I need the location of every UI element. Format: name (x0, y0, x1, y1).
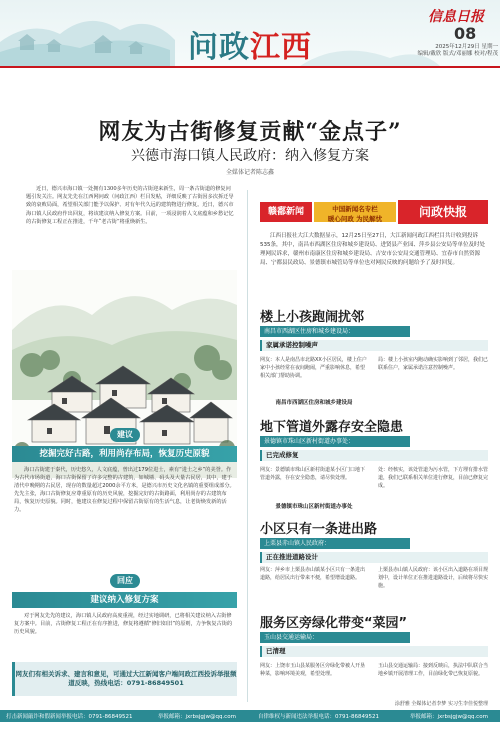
award-tag-top: 中国新闻名专栏 (332, 205, 378, 213)
reply-label: 回应 (110, 574, 140, 588)
footer-right-phone: 自律维权与新闻违法举报电话：0791-86849521 (258, 714, 379, 720)
intro-paragraph: 近日，德兴市海口镇一处拥有1300多年历史的古街迎来新生，周一条古街道的修复问题引发关注。网友先先在江西网问政（问政江西）栏目发帖，详细反映了古街因多次拆迁导致的衰败局面，希望相关部门能予以保护、对有年代久远的建筑物进行修复。近日，德兴市海口镇人民政府作出回复，将该建议纳入修复方案。目前，一项浸润着人文底蕴和乡愁记忆的古街修复工程正在推进，千年“老古街”将重焕新生。 (26, 186, 234, 225)
masthead (0, 0, 500, 66)
item1-status: 家属承诺控制噪声 (260, 340, 488, 351)
column-title (188, 22, 312, 66)
item1-source: 南昌市西湖区住房和城乡建设局： (260, 326, 410, 337)
editor-note: 涂舒雅 全媒体记者李梦 实习生李佳悦整理 (394, 701, 488, 707)
item4-answer: 玉山县交通运输局：接到反映后，执法中队联合当地乡镇开展清理工作，目前绿化带已恢复原貌。 (378, 663, 488, 677)
column-divider (247, 190, 248, 702)
issue-date: 2025年12月29日 星期一 (435, 44, 498, 50)
item4-source: 玉山县交通运输局： (260, 632, 410, 643)
reporter-byline: 全媒体记者陈志鑫 (225, 169, 274, 176)
item1-question: 网友：本人是南昌市北路XX小区居民，楼上住户家中小孩经常在夜间跑闹，严重影响休息，希望相关部门帮助协调。 (260, 357, 367, 379)
item4-status: 已清理 (260, 646, 488, 657)
brand-tag: 赣鄱新闻 (260, 202, 312, 222)
headline: 网友为古街修复贡献“金点子” (98, 119, 402, 145)
reply-body: 对于网友先先的建议，海口镇人民政府高度重视，经过实地调研，已将相关建议纳入古街修复方案中。目前，古街修复工程正在有序推进，修复将遵循“修旧如旧”的原则，力争恢复古街的历史风貌。 (14, 613, 233, 635)
quick-report-tag: 问政快报 (398, 200, 488, 224)
item2-question: 网友：景德镇市珠山区新村街道某小区门口地下管道外露，存在安全隐患，请尽快处理。 (260, 467, 366, 481)
column-title-city: 江西 (250, 30, 312, 65)
subheadline: 兴德市海口镇人民政府：纳入修复方案 (131, 148, 369, 164)
item3-answer: 上栗县赤山镇人民政府：该小区出入道路在项目规划中，设计单位正在推进道路设计，后续将尽快实施。 (378, 567, 488, 589)
item2-title: 地下管道外露存安全隐患 (260, 420, 404, 435)
masthead-divider (0, 66, 500, 68)
footer-right-email: 举报邮箱：jxrbsjgjw@qq.com (410, 714, 488, 720)
footer-left-phone: 打击新闻敲诈和假新闻举报电话：0791-86849521 (6, 714, 133, 720)
item3-question: 网友：萍乡市上栗县赤山镇某小区只有一条进出道路，给居民出行带来不便，希望增设道路。 (260, 567, 366, 581)
award-tag-bottom: 暖心问政 为民解忧 (327, 215, 383, 223)
call-to-action: 网友们有相关诉求、建言和意见，可通过大江新闻客户端问政江西投诉举报频道反映，热线电话：0791-86849501 (12, 662, 237, 696)
suggestion-banner: 挖掘完好古路，利用尚存布局，恢复历史原貌 (12, 446, 237, 462)
item4-question: 网友：上饶市玉山县某服务区旁绿化带被人开垦种菜，影响环境美观，希望处理。 (260, 663, 366, 677)
column-title-prefix: 问政 (188, 30, 250, 65)
item2-caption: 景德镇市珠山区新村街道办事处 (275, 504, 353, 510)
paper-name: 信息日报 (428, 9, 484, 25)
suggestion-label: 建议 (110, 428, 140, 442)
item1-title: 楼上小孩跑闹扰邻 (260, 310, 365, 325)
item3-source: 上栗县赤山镇人民政府： (260, 538, 410, 549)
news-summary: 江西日报社大江大数据显示，12月25日至27日，大江新闻问政江西栏目共计收到投诉535条，其中，南昌市西湖区住房和城乡建设局、进贤县产业园、萍乡县公安局等单位及时处理网民诉求，赣州市南康区住房和城乡建设局、吉安市公安局交通管理局、宜春市自然资源局、宁都县民政局、景德镇市城管局等单位也对网民反映的问题给予了及时回复。 (260, 233, 486, 266)
item4-title: 服务区旁绿化带变“菜园” (260, 616, 408, 631)
item3-title: 小区只有一条进出路 (260, 522, 378, 537)
editor-credits: 编辑/戴欣 版式/邓丽娜 校对/程茂 (417, 51, 498, 57)
reply-banner: 建议纳入修复方案 (12, 592, 237, 608)
item1-caption: 南昌市西湖区住房和城乡建设局 (275, 400, 353, 406)
award-tag (314, 202, 396, 222)
dateline (400, 44, 498, 58)
item2-answer: 处：经核实，该处管道为污水管，下方埋有排水管道，我们已联系相关单位进行修复，目前已修复完成。 (378, 467, 488, 489)
item2-source: 景德镇市珠山区新村街道办事处： (260, 436, 410, 447)
page-number: 08 (454, 24, 477, 43)
item2-status: 已完成修复 (260, 450, 488, 461)
item3-status: 正在推进道路设计 (260, 552, 488, 563)
item1-answer: 局：楼上小孩室内跑动确实影响到了邻居，我们已联系住户，家属承诺注意控制噪声。 (378, 357, 488, 371)
footer-left-email: 举报邮箱：jxrbsjgjw@qq.com (158, 714, 236, 720)
suggestion-body: 海口古街建于秦代，历史悠久，人文底蕴，曾出过179位进士，素有“进士之乡”的美誉。作为古代市场街道，海口古街保留了许多完整的古建筑，如城墙、码头及大量古民居，其中，建于清代中晚期的古民居，现存的数量超过2000余平方米，是德兴市历史文化名镇的重要组成部分。先先主张，海口古街修复应尊重原有的历史风貌，挖掘完好的古街路面，利用尚存的古建筑布局，恢复历史原貌。同时，他建议在修复过程中保留古街原有的生活气息，让老街焕发新的活力。 (14, 467, 235, 513)
